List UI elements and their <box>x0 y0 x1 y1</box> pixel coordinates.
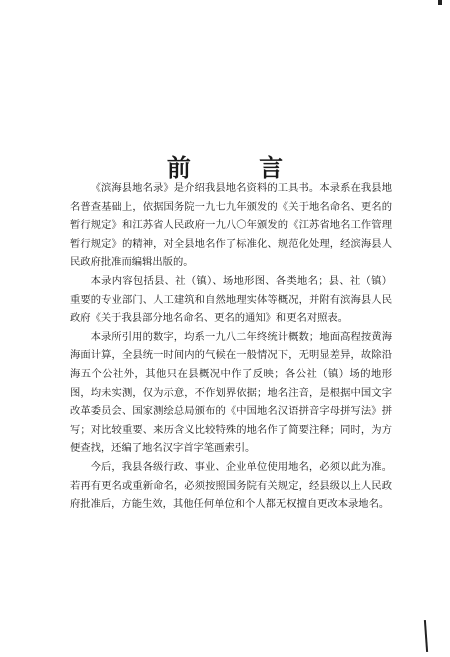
scan-mark <box>424 620 428 652</box>
paragraph: 本录所引用的数字，均系一九八二年终统计概数；地面高程按黄海海面计算，全县统一时间内的气候在一般情况下，无明显差异，故除沿海五个公社外，其他只在县概况中作了反映；各公社（镇）场的地形图，均未实测，仅为示意，不作划界依据；地名注音，是根据中国文字改革委员会、国家测绘总局颁布的《中国地名汉语拼音字母拼写法》拼写；对比较重要、来历含义比较特殊的地名作了简要注释；同时，为方便查找，还编了地名汉字首字笔画索引。 <box>70 330 392 455</box>
paragraph: 本录内容包括县、社（镇）、场地形图、各类地名；县、社（镇）重要的专业部门、人工建筑和自然地理实体等概况，并附有滨海县人民政府《关于我县部分地名命名、更名的通知》和更名对照表。 <box>70 274 392 325</box>
preface-body <box>70 179 392 514</box>
scan-mark <box>438 0 442 5</box>
page-title: 前 言 <box>166 153 314 183</box>
paragraph: 《滨海县地名录》是介绍我县地名资料的工具书。本录系在我县地名普查基础上，依据国务院一九七九年颁发的《关于地名命名、更名的暂行规定》和江苏省人民政府一九八〇年颁发的《江苏省地名工作管理暂行规定》的精神，对全县地名作了标准化、规范化处理，经滨海县人民政府批准而编辑出版的。 <box>70 182 392 269</box>
paragraph: 今后，我县各级行政、事业、企业单位使用地名，必须以此为准。若再有更名或重新命名，必须按照国务院有关规定，经县级以上人民政府批准后，方能生效，其他任何单位和个人都无权擅自更改本录地名。 <box>70 460 392 511</box>
